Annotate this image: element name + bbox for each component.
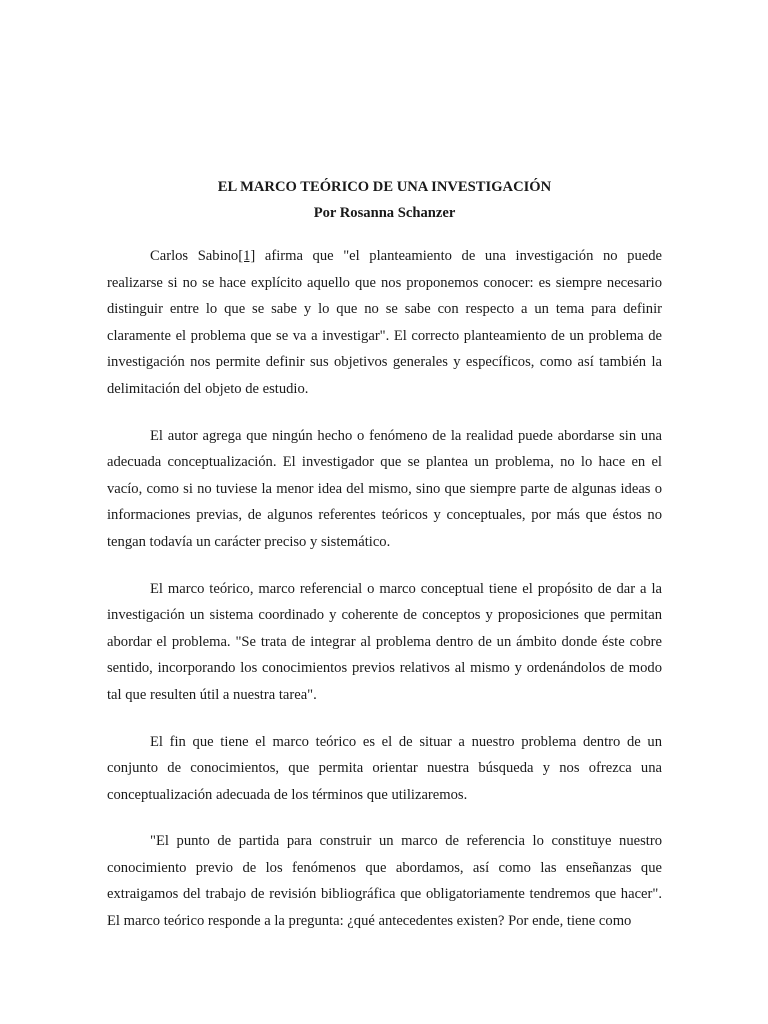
document-page	[107, 176, 662, 935]
paragraph-1-body: afirma que "el planteamiento de una investigación no puede realizarse si no se hace explícito aquello que nos proponemos conocer: es siempre necesario distinguir entre lo que se sabe y lo que no se sabe con respecto a un tema para definir claramente el problema que se va a investigar". El correcto planteamiento de un problema de investigación nos permite definir sus objetivos generales y específicos, como así también la delimitación del objeto de estudio.	[107, 248, 662, 397]
paragraph-5: "El punto de partida para construir un marco de referencia lo constituye nuestro conocimiento previo de los fenómenos que abordamos, así como las enseñanzas que extraigamos del trabajo de revisión bibliográfica que obligatoriamente tendremos que hacer". El marco teórico responde a la pregunta: ¿qué antecedentes existen? Por ende, tiene como	[107, 833, 662, 930]
paragraph-2: El autor agrega que ningún hecho o fenómeno de la realidad puede abordarse sin una adecuada conceptualización. El investigador que se plantea un problema, no lo hace en el vacío, como si no tuviese la menor idea del mismo, sino que siempre parte de algunas ideas o informaciones previas, de algunos referentes teóricos y conceptuales, por más que éstos no tengan todavía un carácter preciso y sistemático.	[107, 427, 662, 550]
document-author: Por Rosanna Schanzer	[313, 205, 456, 221]
paragraph-1-lead: Carlos Sabino	[150, 248, 239, 264]
document-title: EL MARCO TEÓRICO DE UNA INVESTIGACIÓN	[217, 179, 552, 195]
footnote-link-1[interactable]: [1]	[238, 248, 256, 264]
paragraph-4: El fin que tiene el marco teórico es el de situar a nuestro problema dentro de un conjunto de conocimientos, que permita orientar nuestra búsqueda y nos ofrezca una conceptualización adecuada de los términos que utilizaremos.	[107, 733, 662, 803]
paragraph-3: El marco teórico, marco referencial o marco conceptual tiene el propósito de dar a la investigación un sistema coordinado y coherente de conceptos y proposiciones que permitan abordar el problema. "Se trata de integrar al problema dentro de un ámbito donde éste cobre sentido, incorporando los conocimientos previos relativos al mismo y ordenándolos de modo tal que resulten útil a nuestra tarea".	[107, 580, 662, 703]
paragraph-1	[107, 243, 662, 403]
